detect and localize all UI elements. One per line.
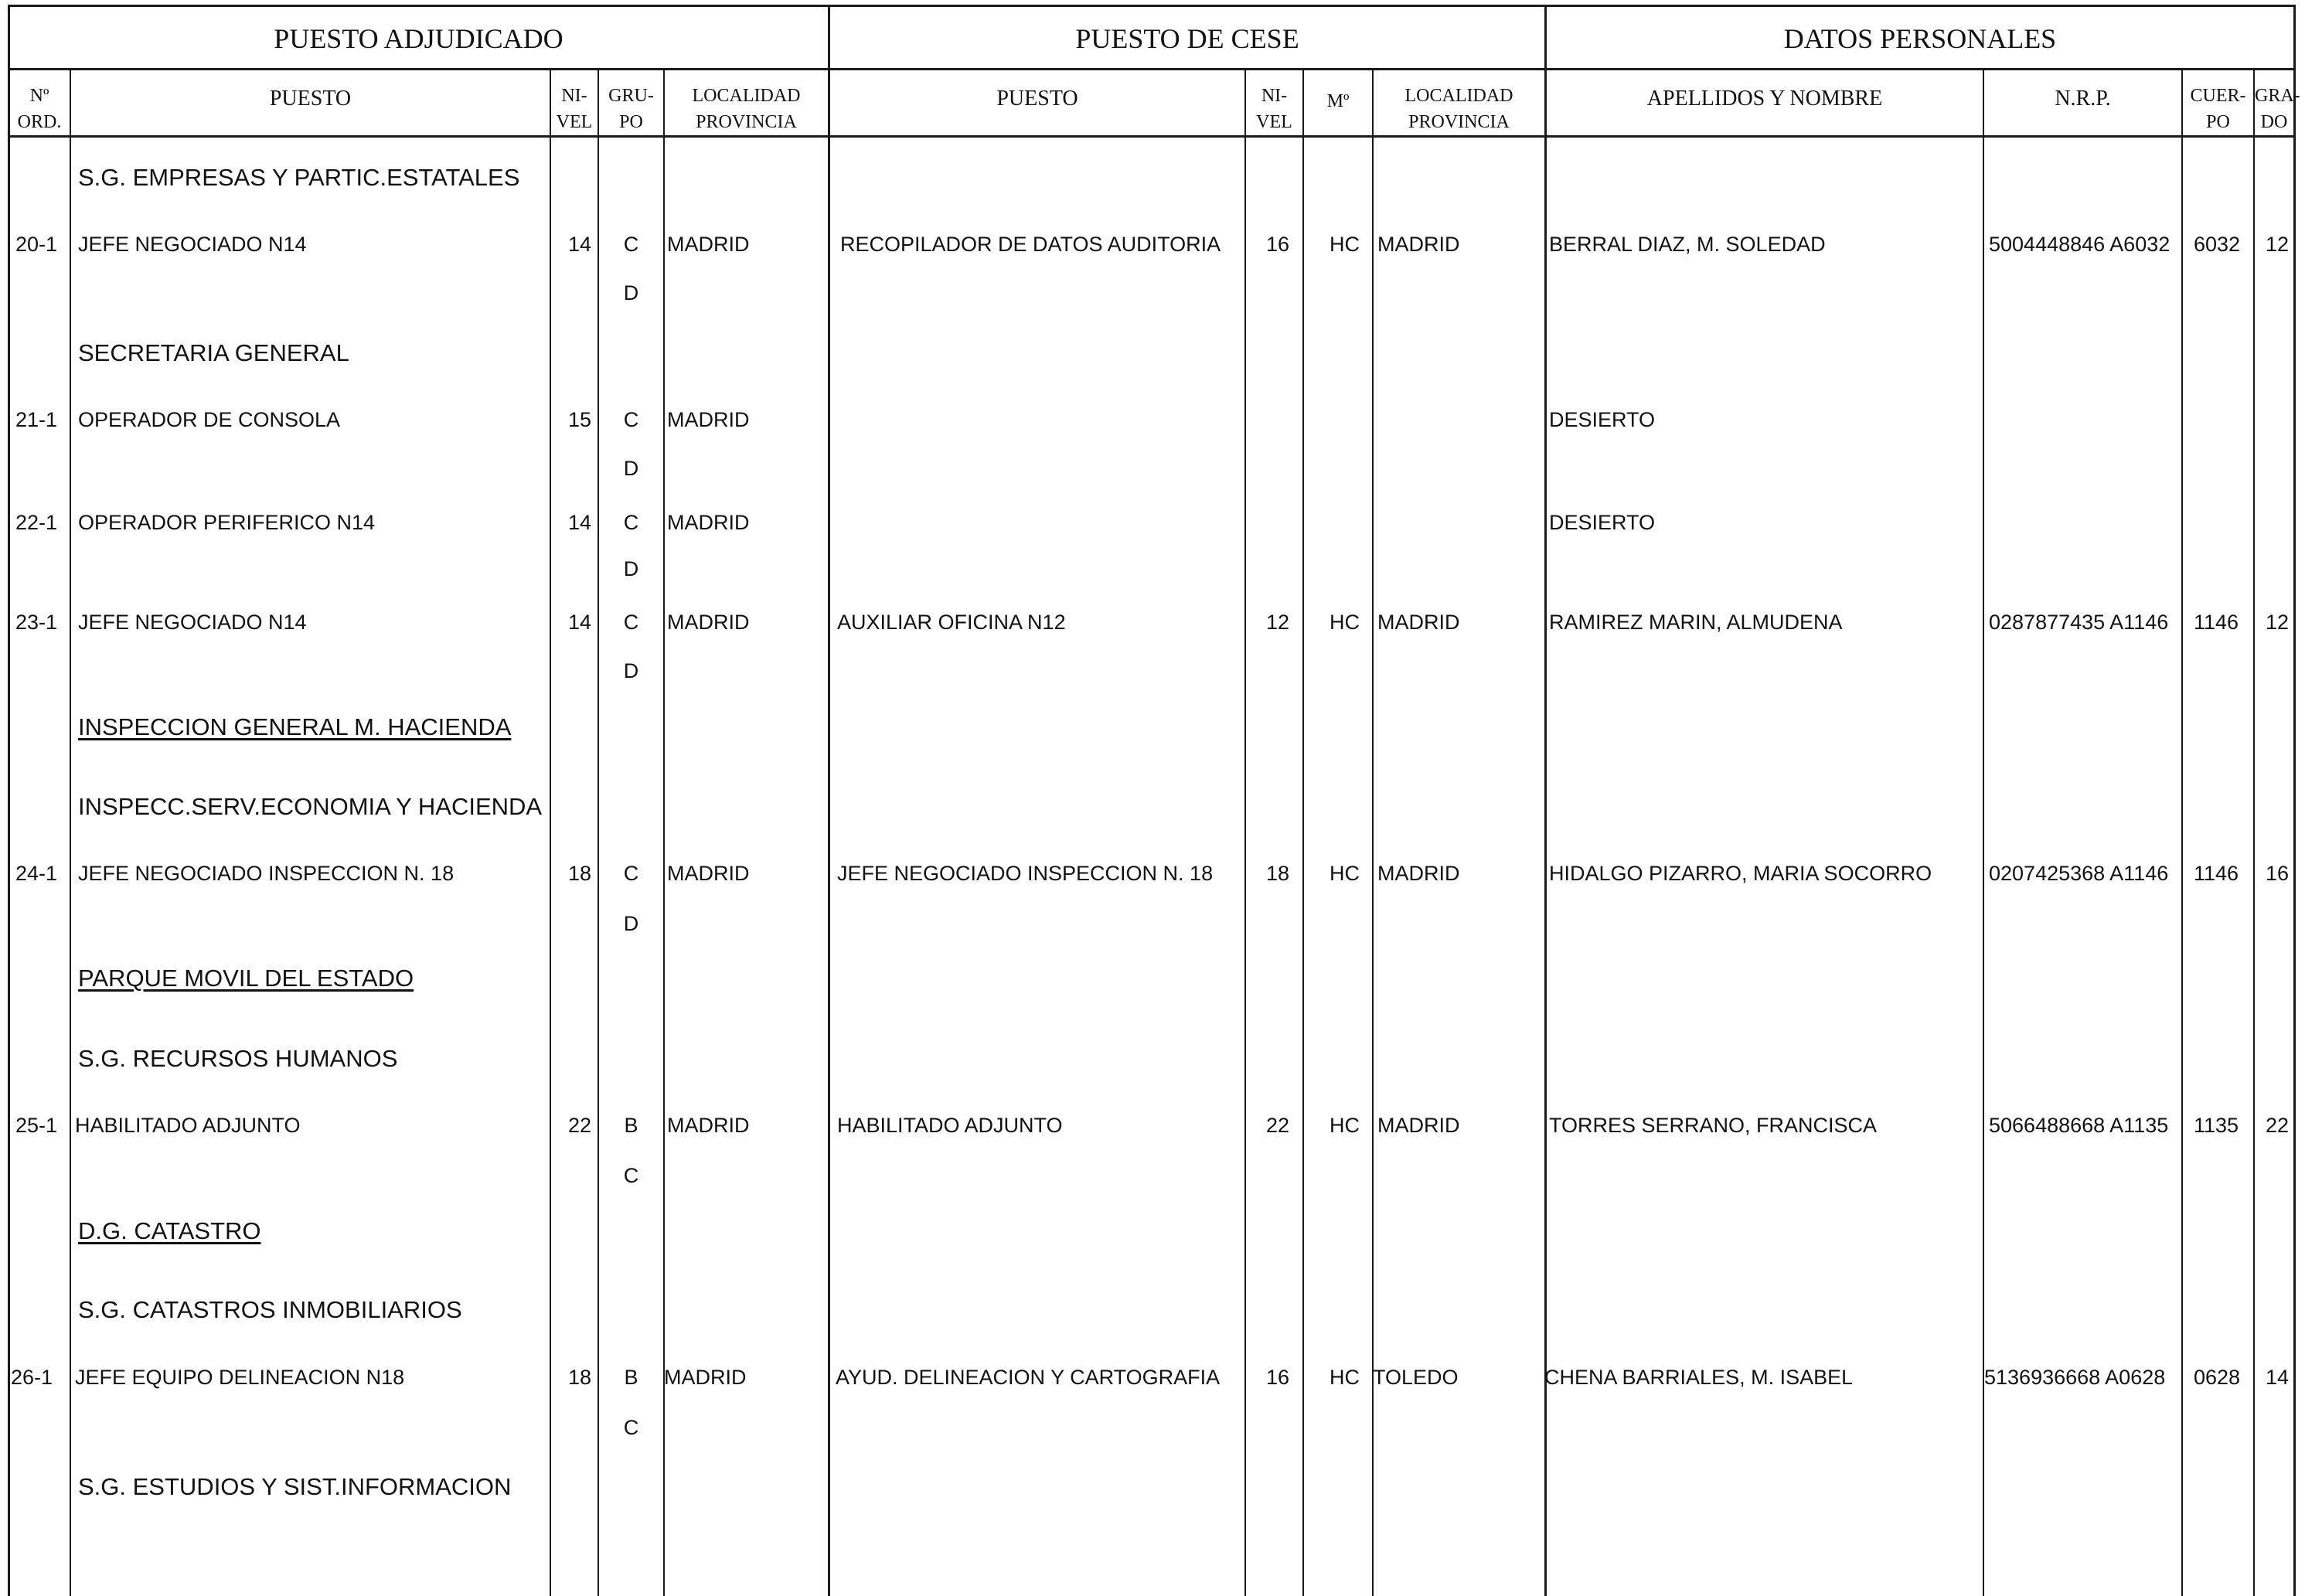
row-ministerio: HC <box>1330 1114 1360 1137</box>
col-header-grupo-line2: PO <box>619 112 643 132</box>
row-puesto-cese: HABILITADO ADJUNTO <box>837 1114 1063 1137</box>
col-header-cuerpo-line2: PO <box>2206 112 2230 132</box>
row-ord: 24-1 <box>15 862 58 885</box>
row-localidad: MADRID <box>667 1114 750 1137</box>
section-heading: SECRETARIA GENERAL <box>78 339 349 366</box>
row-grupo-2: D <box>623 659 639 682</box>
band-divider <box>8 68 2296 70</box>
col-line-ord <box>70 68 71 1596</box>
col-header-nrp: N.R.P. <box>2055 87 2111 111</box>
col-header-nivel-cese <box>1246 83 1302 135</box>
row-nombre: BERRAL DIAZ, M. SOLEDAD <box>1549 233 1826 256</box>
row-puesto: JEFE NEGOCIADO N14 <box>78 611 307 634</box>
row-nrp: 5136936668 A0628 <box>1984 1366 2166 1389</box>
row-grado: 12 <box>2265 233 2289 256</box>
row-puesto: HABILITADO ADJUNTO <box>75 1114 301 1137</box>
row-nivel-cese: 16 <box>1265 1366 1289 1389</box>
row-nombre: DESIERTO <box>1549 408 1656 431</box>
row-localidad: MADRID <box>667 408 750 431</box>
section-heading: INSPECC.SERV.ECONOMIA Y HACIENDA <box>78 793 543 820</box>
col-header-localidad-cese <box>1374 83 1544 135</box>
row-nivel: 15 <box>567 408 591 431</box>
row-ministerio: HC <box>1330 1366 1360 1389</box>
section-heading: S.G. EMPRESAS Y PARTIC.ESTATALES <box>78 164 520 191</box>
row-ord: 21-1 <box>15 408 58 431</box>
col-header-nivel-cese-line2: VEL <box>1256 112 1292 132</box>
row-nombre: TORRES SERRANO, FRANCISCA <box>1549 1114 1878 1137</box>
row-puesto-cese: AUXILIAR OFICINA N12 <box>837 611 1066 634</box>
row-nivel-cese: 22 <box>1265 1114 1289 1137</box>
section-heading: PARQUE MOVIL DEL ESTADO <box>78 965 414 992</box>
group-divider-personales <box>1544 5 1547 1596</box>
col-header-localidad-cese-line2: PROVINCIA <box>1408 112 1510 132</box>
row-puesto: JEFE NEGOCIADO N14 <box>78 233 307 256</box>
top-border <box>8 5 2296 7</box>
row-grupo-2: D <box>623 281 639 305</box>
section-heading: D.G. CATASTRO <box>78 1217 261 1244</box>
row-ministerio: HC <box>1330 233 1360 256</box>
row-cuerpo: 0628 <box>2194 1366 2241 1389</box>
col-header-ministerio: Mº <box>1326 91 1350 111</box>
row-nivel: 18 <box>567 1366 591 1389</box>
row-localidad: MADRID <box>667 511 750 534</box>
row-localidad-cese: TOLEDO <box>1373 1366 1459 1389</box>
group-divider-cese <box>828 5 830 1596</box>
row-localidad: MADRID <box>664 1366 747 1389</box>
row-grupo: C <box>623 511 639 534</box>
row-ord: 25-1 <box>15 1114 58 1137</box>
header-bottom-rule <box>8 135 2296 138</box>
col-header-cuerpo <box>2183 83 2253 135</box>
right-border <box>2293 5 2296 1596</box>
row-nivel: 14 <box>567 511 591 534</box>
row-ord: 20-1 <box>15 233 58 256</box>
col-header-nord-line2: ORD. <box>17 112 62 132</box>
row-nivel: 14 <box>567 233 591 256</box>
row-nrp: 0207425368 A1146 <box>1989 862 2169 885</box>
col-header-nord <box>9 83 70 135</box>
row-localidad-cese: MADRID <box>1377 233 1460 256</box>
section-heading: S.G. RECURSOS HUMANOS <box>78 1045 398 1072</box>
row-localidad-cese: MADRID <box>1377 611 1460 634</box>
col-header-cuerpo-line1: CUER- <box>2190 86 2246 106</box>
col-header-nivel-cese-line1: NI- <box>1261 86 1288 106</box>
left-border <box>8 5 10 1596</box>
row-nombre: DESIERTO <box>1549 511 1656 534</box>
row-nrp: 0287877435 A1146 <box>1989 611 2169 634</box>
col-header-puesto-cese: PUESTO <box>996 87 1078 111</box>
section-heading: S.G. ESTUDIOS Y SIST.INFORMACION <box>78 1473 512 1500</box>
row-puesto-cese: AYUD. DELINEACION Y CARTOGRAFIA <box>836 1366 1221 1389</box>
row-localidad-cese: MADRID <box>1377 862 1460 885</box>
col-header-grado-line2: DO <box>2260 112 2288 132</box>
row-grado: 12 <box>2265 611 2289 634</box>
row-ministerio: HC <box>1330 862 1360 885</box>
row-grupo-2: D <box>623 912 639 935</box>
col-header-grupo <box>599 83 663 135</box>
col-header-localidad-line2: PROVINCIA <box>696 112 797 132</box>
row-nombre: CHENA BARRIALES, M. ISABEL <box>1544 1366 1854 1389</box>
row-nivel: 22 <box>567 1114 591 1137</box>
row-ord: 23-1 <box>15 611 58 634</box>
row-cuerpo: 6032 <box>2194 233 2241 256</box>
col-header-grupo-line1: GRU- <box>608 86 654 106</box>
row-grupo: B <box>624 1114 638 1137</box>
row-nivel-cese: 12 <box>1265 611 1289 634</box>
col-header-localidad-line1: LOCALIDAD <box>692 86 801 106</box>
band-puesto-cese: PUESTO DE CESE <box>1075 23 1299 54</box>
row-grupo: C <box>623 233 639 256</box>
col-header-grado <box>2255 83 2300 135</box>
row-cuerpo: 1135 <box>2194 1114 2239 1137</box>
section-heading: INSPECCION GENERAL M. HACIENDA <box>78 713 512 740</box>
row-ord: 22-1 <box>15 511 58 534</box>
row-nombre: RAMIREZ MARIN, ALMUDENA <box>1549 611 1843 634</box>
row-grado: 22 <box>2265 1114 2289 1137</box>
col-header-puesto: PUESTO <box>269 87 352 111</box>
col-header-nombre: APELLIDOS Y NOMBRE <box>1646 87 1883 111</box>
col-header-localidad-cese-line1: LOCALIDAD <box>1404 86 1513 106</box>
row-grupo: B <box>624 1366 638 1389</box>
col-header-nivel-line2: VEL <box>556 112 593 132</box>
row-grupo: C <box>623 862 639 885</box>
row-cuerpo: 1146 <box>2194 862 2239 885</box>
row-cuerpo: 1146 <box>2194 611 2239 634</box>
col-header-localidad <box>665 83 828 135</box>
row-puesto: JEFE EQUIPO DELINEACION N18 <box>75 1366 405 1389</box>
row-puesto: JEFE NEGOCIADO INSPECCION N. 18 <box>78 862 455 885</box>
col-header-nord-line1: Nº <box>29 86 49 106</box>
row-localidad: MADRID <box>667 862 750 885</box>
row-puesto-cese: JEFE NEGOCIADO INSPECCION N. 18 <box>837 862 1214 885</box>
row-localidad: MADRID <box>667 611 750 634</box>
col-header-grado-line1: GRA- <box>2255 86 2300 106</box>
row-grupo-2: D <box>623 457 639 480</box>
row-nombre: HIDALGO PIZARRO, MARIA SOCORRO <box>1549 862 1932 885</box>
row-puesto: OPERADOR DE CONSOLA <box>78 408 341 431</box>
col-header-nivel <box>551 83 598 135</box>
col-header-nivel-line1: NI- <box>561 86 587 106</box>
row-localidad: MADRID <box>667 233 750 256</box>
row-grado: 16 <box>2265 862 2289 885</box>
band-datos-personales: DATOS PERSONALES <box>1783 23 2057 54</box>
col-line-cuerpo <box>2181 68 2183 1596</box>
row-nivel: 18 <box>567 862 591 885</box>
row-nivel-cese: 18 <box>1265 862 1289 885</box>
row-ministerio: HC <box>1330 611 1360 634</box>
row-grado: 14 <box>2265 1366 2289 1389</box>
row-nivel-cese: 16 <box>1265 233 1289 256</box>
row-nrp: 5066488668 A1135 <box>1989 1114 2169 1137</box>
row-grupo-2: D <box>623 557 639 580</box>
row-puesto-cese: RECOPILADOR DE DATOS AUDITORIA <box>840 233 1221 256</box>
row-grupo-2: C <box>623 1164 639 1187</box>
row-nivel: 14 <box>567 611 591 634</box>
row-nrp: 5004448846 A6032 <box>1989 233 2171 256</box>
row-grupo-2: C <box>623 1416 639 1439</box>
row-ord: 26-1 <box>11 1366 53 1389</box>
row-grupo: C <box>623 408 639 431</box>
row-localidad-cese: MADRID <box>1377 1114 1460 1137</box>
band-puesto-adjudicado: PUESTO ADJUDICADO <box>274 23 563 54</box>
row-grupo: C <box>623 611 639 634</box>
section-heading: S.G. CATASTROS INMOBILIARIOS <box>78 1296 462 1323</box>
row-puesto: OPERADOR PERIFERICO N14 <box>78 511 376 534</box>
